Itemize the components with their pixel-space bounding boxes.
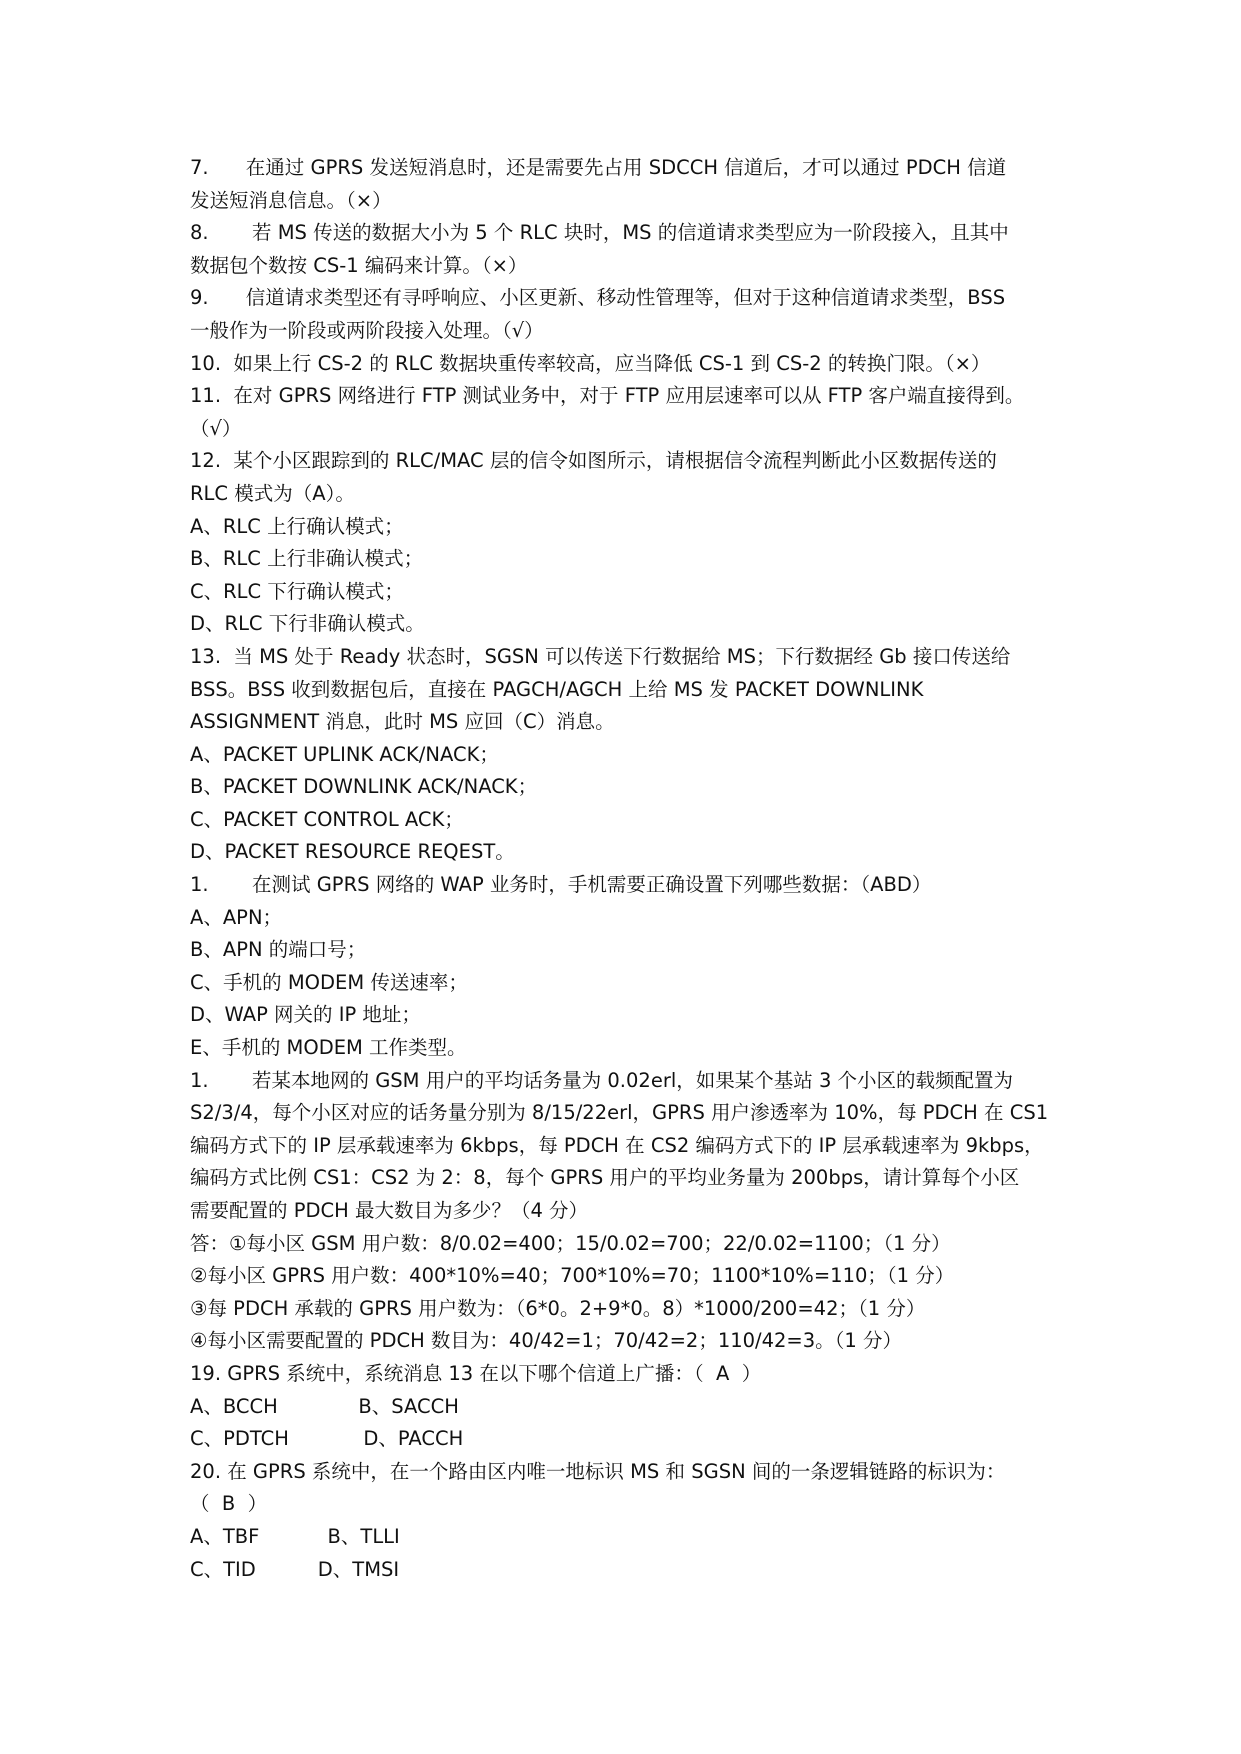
text-line: D、PACKET RESOURCE REQEST。 xyxy=(190,840,515,864)
text-line: C、手机的 MODEM 传送速率； xyxy=(190,970,468,994)
text-line: 19. GPRS 系统中，系统消息 13 在以下哪个信道上广播：（ A ） xyxy=(190,1361,762,1385)
text-line: 11. 在对 GPRS 网络进行 FTP 测试业务中，对于 FTP 应用层速率可以从 FTP 客户端直接得到。 xyxy=(190,384,1025,408)
text-line: C、PDTCH D、PACCH xyxy=(190,1427,464,1451)
text-line: 编码方式下的 IP 层承载速率为 6kbps，每 PDCH 在 CS2 编码方式下的 IP 层承载速率为 9kbps， xyxy=(190,1133,1044,1157)
text-line: 7. 在通过 GPRS 发送短消息时，还是需要先占用 SDCCH 信道后，才可以通过 PDCH 信道 xyxy=(190,156,1007,179)
text-line: 1. 若某本地网的 GSM 用户的平均话务量为 0.02erl，如果某个基站 3 个小区的载频配置为 xyxy=(190,1068,1014,1092)
text-line: ASSIGNMENT 消息，此时 MS 应回（C）消息。 xyxy=(190,710,615,734)
text-line: D、RLC 下行非确认模式。 xyxy=(190,612,425,636)
text-line: 一般作为一阶段或两阶段接入处理。（√） xyxy=(190,318,544,342)
text-line: B、APN 的端口号； xyxy=(190,938,367,962)
text-line: A、PACKET UPLINK ACK/NACK； xyxy=(190,742,499,766)
text-line: 8. 若 MS 传送的数据大小为 5 个 RLC 块时，MS 的信道请求类型应为一阶段接入，且其中 xyxy=(190,221,1009,245)
text-line: ④每小区需要配置的 PDCH 数目为：40/42=1；70/42=2；110/42=3。（1 分） xyxy=(190,1329,903,1353)
text-line: 12. 某个小区跟踪到的 RLC/MAC 层的信令如图所示，请根据信令流程判断此小区数据传送的 xyxy=(190,449,997,473)
text-line: （√） xyxy=(190,416,242,440)
document-page xyxy=(190,152,1052,1586)
text-line: ③每 PDCH 承载的 GPRS 用户数为：（6*0。2+9*0。8）*1000/200=42；（1 分） xyxy=(190,1296,926,1320)
text-line: C、RLC 下行确认模式； xyxy=(190,579,404,603)
text-line: C、TID D、TMSI xyxy=(190,1557,400,1581)
text-line: RLC 模式为（A）。 xyxy=(190,481,355,505)
text-line: 发送短消息信息。（×） xyxy=(190,188,392,212)
text-line: D、WAP 网关的 IP 地址； xyxy=(190,1003,421,1027)
text-line: （ B ） xyxy=(190,1492,268,1516)
text-line: S2/3/4，每个小区对应的话务量分别为 8/15/22erl，GPRS 用户渗透率为 10%，每 PDCH 在 CS1 xyxy=(190,1101,1049,1125)
text-line: 答：①每小区 GSM 用户数：8/0.02=400；15/0.02=700；22/0.02=1100；（1 分） xyxy=(190,1231,951,1255)
text-line: E、手机的 MODEM 工作类型。 xyxy=(190,1036,467,1060)
text-line: 13. 当 MS 处于 Ready 状态时，SGSN 可以传送下行数据给 MS；下行数据经 Gb 接口传送给 xyxy=(190,644,1011,668)
text-line: 10. 如果上行 CS-2 的 RLC 数据块重传率较高，应当降低 CS-1 到 CS-2 的转换门限。（×） xyxy=(190,351,991,375)
text-line: 需要配置的 PDCH 最大数目为多少？（4 分） xyxy=(190,1199,589,1222)
text-line: ②每小区 GPRS 用户数：400*10%=40；700*10%=70；1100*10%=110；（1 分） xyxy=(190,1264,955,1288)
text-line: A、BCCH B、SACCH xyxy=(190,1394,459,1418)
text-line: B、PACKET DOWNLINK ACK/NACK； xyxy=(190,775,538,799)
text-line: B、RLC 上行非确认模式； xyxy=(190,547,424,571)
text-line: A、APN； xyxy=(190,905,283,929)
text-line: BSS。BSS 收到数据包后，直接在 PAGCH/AGCH 上给 MS 发 PACKET DOWNLINK xyxy=(190,677,924,701)
text-line: 1. 在测试 GPRS 网络的 WAP 业务时，手机需要正确设置下列哪些数据：（ABD） xyxy=(190,873,932,897)
text-line: C、PACKET CONTROL ACK； xyxy=(190,807,464,831)
text-line: 数据包个数按 CS-1 编码来计算。（×） xyxy=(190,253,528,277)
text-line: 20. 在 GPRS 系统中，在一个路由区内唯一地标识 MS 和 SGSN 间的一条逻辑链路的标识为： xyxy=(190,1459,1006,1483)
text-line: A、RLC 上行确认模式； xyxy=(190,514,404,538)
text-line: 编码方式比例 CS1：CS2 为 2：8，每个 GPRS 用户的平均业务量为 200bps，请计算每个小区 xyxy=(190,1166,1020,1190)
text-line: A、TBF B、TLLI xyxy=(190,1524,400,1548)
text-line: 9. 信道请求类型还有寻呼响应、小区更新、移动性管理等，但对于这种信道请求类型，BSS xyxy=(190,286,1006,310)
